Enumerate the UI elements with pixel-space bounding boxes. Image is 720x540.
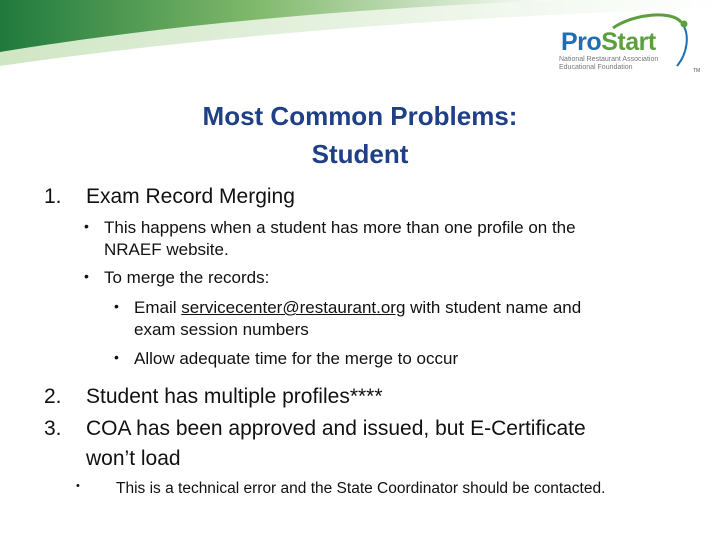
item-1-text: Exam Record Merging — [86, 185, 295, 208]
item-1-number: 1. — [44, 185, 62, 208]
slide-title-line1: Most Common Problems: — [202, 101, 518, 131]
item-3-text-line1: COA has been approved and issued, but E-Certificate — [86, 417, 586, 440]
bullet-icon: • — [84, 268, 89, 284]
logo-tm: TM — [693, 68, 701, 74]
item-2-number: 2. — [44, 385, 62, 408]
item-1-subbullet-2: Allow adequate time for the merge to occur — [134, 349, 459, 368]
item-1-subbullet-1-line2: exam session numbers — [134, 320, 309, 339]
logo-start: Start — [601, 28, 656, 56]
item-1-bullet-1-line1: This happens when a student has more than one profile on the — [104, 218, 576, 237]
subbullet-1-suffix: with student name and — [405, 298, 582, 317]
logo-wordmark — [561, 30, 656, 55]
logo-sub-line2: Educational Foundation — [559, 64, 633, 71]
slide-title-line2: Student — [311, 139, 409, 169]
bullet-icon: • — [114, 298, 119, 314]
item-1-bullet-1-line2: NRAEF website. — [104, 240, 229, 259]
item-2-text: Student has multiple profiles**** — [86, 385, 383, 408]
bullet-icon: • — [84, 218, 89, 234]
item-1-bullet-2: To merge the records: — [104, 268, 270, 287]
logo-pro: Pro — [561, 28, 602, 56]
bullet-icon: • — [76, 480, 80, 492]
subbullet-1-prefix: Email — [134, 298, 182, 317]
item-3-number: 3. — [44, 417, 62, 440]
item-1-subbullet-1-line1 — [134, 297, 581, 319]
prostart-logo — [553, 12, 703, 82]
item-3-bullet-1: This is a technical error and the State Coordinator should be contacted. — [116, 480, 606, 497]
logo-sub-line1: National Restaurant Association — [559, 56, 659, 63]
item-3-text-line2: won’t load — [86, 447, 181, 470]
bullet-icon: • — [114, 349, 119, 365]
email-link[interactable]: servicecenter@restaurant.org — [181, 298, 406, 317]
logo-subtitle — [559, 56, 658, 72]
